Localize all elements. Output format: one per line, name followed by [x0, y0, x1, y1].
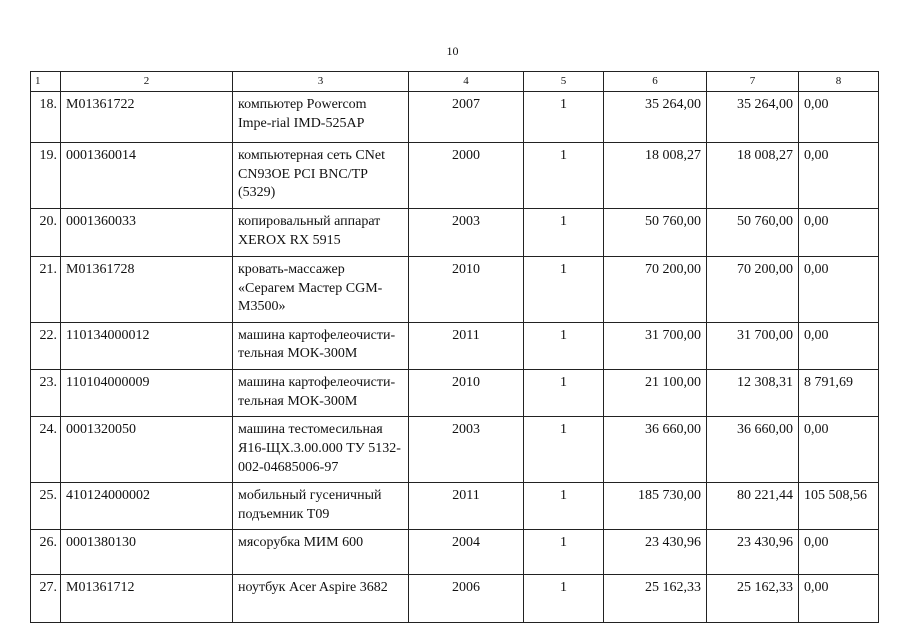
year-cell: 2006: [409, 575, 524, 623]
year-cell: 2010: [409, 257, 524, 323]
header-cell: 4: [409, 72, 524, 92]
header-cell: 5: [524, 72, 604, 92]
col6-value-cell: 25 162,33: [604, 575, 707, 623]
inventory-code-cell: M01361712: [61, 575, 233, 623]
row-number-cell: 26.: [31, 530, 61, 575]
header-cell: 7: [707, 72, 799, 92]
item-name-cell: копировальный аппарат XEROX RX 5915: [233, 209, 409, 257]
table-row: [31, 143, 879, 209]
row-number-cell: 23.: [31, 370, 61, 417]
table-row: [31, 257, 879, 323]
quantity-cell: 1: [524, 417, 604, 483]
item-name-cell: машина картофелеочисти-тельная МОК-300М: [233, 322, 409, 369]
year-cell: 2003: [409, 417, 524, 483]
quantity-cell: 1: [524, 143, 604, 209]
quantity-cell: 1: [524, 92, 604, 143]
col6-value-cell: 185 730,00: [604, 483, 707, 530]
inventory-code-cell: 410124000002: [61, 483, 233, 530]
table-row: [31, 322, 879, 369]
year-cell: 2003: [409, 209, 524, 257]
table-row: [31, 417, 879, 483]
header-row: [31, 72, 879, 92]
col7-value-cell: 12 308,31: [707, 370, 799, 417]
inventory-table: [30, 71, 879, 623]
inventory-code-cell: 0001360033: [61, 209, 233, 257]
inventory-code-cell: M01361728: [61, 257, 233, 323]
col7-value-cell: 80 221,44: [707, 483, 799, 530]
inventory-code-cell: 0001320050: [61, 417, 233, 483]
row-number-cell: 18.: [31, 92, 61, 143]
year-cell: 2011: [409, 322, 524, 369]
col7-value-cell: 36 660,00: [707, 417, 799, 483]
page-number: 10: [446, 44, 459, 58]
col8-value-cell: 0,00: [799, 257, 879, 323]
col7-value-cell: 35 264,00: [707, 92, 799, 143]
col8-value-cell: 0,00: [799, 143, 879, 209]
header-cell: 6: [604, 72, 707, 92]
table-row: [31, 483, 879, 530]
inventory-code-cell: 110134000012: [61, 322, 233, 369]
col6-value-cell: 36 660,00: [604, 417, 707, 483]
quantity-cell: 1: [524, 322, 604, 369]
year-cell: 2010: [409, 370, 524, 417]
inventory-code-cell: 110104000009: [61, 370, 233, 417]
col7-value-cell: 50 760,00: [707, 209, 799, 257]
quantity-cell: 1: [524, 530, 604, 575]
item-name-cell: машина картофелеочисти-тельная МОК-300М: [233, 370, 409, 417]
item-name-cell: компьютер Powercom Impe-rial IMD-525AP: [233, 92, 409, 143]
header-cell: 3: [233, 72, 409, 92]
year-cell: 2007: [409, 92, 524, 143]
table-body: [31, 72, 879, 623]
col6-value-cell: 35 264,00: [604, 92, 707, 143]
table-row: [31, 370, 879, 417]
year-cell: 2004: [409, 530, 524, 575]
col8-value-cell: 0,00: [799, 417, 879, 483]
row-number-cell: 25.: [31, 483, 61, 530]
row-number-cell: 27.: [31, 575, 61, 623]
col8-value-cell: 0,00: [799, 209, 879, 257]
quantity-cell: 1: [524, 209, 604, 257]
item-name-cell: мясорубка МИМ 600: [233, 530, 409, 575]
inventory-code-cell: 0001380130: [61, 530, 233, 575]
table-row: [31, 92, 879, 143]
col6-value-cell: 31 700,00: [604, 322, 707, 369]
row-number-cell: 24.: [31, 417, 61, 483]
row-number-cell: 20.: [31, 209, 61, 257]
item-name-cell: машина тестомесильная Я16-ЩХ.3.00.000 ТУ 5132-002-04685006-97: [233, 417, 409, 483]
table-row: [31, 575, 879, 623]
header-cell: 8: [799, 72, 879, 92]
row-number-cell: 22.: [31, 322, 61, 369]
col7-value-cell: 25 162,33: [707, 575, 799, 623]
col7-value-cell: 70 200,00: [707, 257, 799, 323]
inventory-code-cell: 0001360014: [61, 143, 233, 209]
table-row: [31, 530, 879, 575]
quantity-cell: 1: [524, 575, 604, 623]
item-name-cell: компьютерная сеть CNet CN93OE PCI BNC/TP (5329): [233, 143, 409, 209]
quantity-cell: 1: [524, 370, 604, 417]
inventory-code-cell: M01361722: [61, 92, 233, 143]
col8-value-cell: 105 508,56: [799, 483, 879, 530]
col6-value-cell: 21 100,00: [604, 370, 707, 417]
row-number-cell: 19.: [31, 143, 61, 209]
col6-value-cell: 23 430,96: [604, 530, 707, 575]
col7-value-cell: 23 430,96: [707, 530, 799, 575]
col8-value-cell: 0,00: [799, 530, 879, 575]
year-cell: 2000: [409, 143, 524, 209]
table-row: [31, 209, 879, 257]
item-name-cell: ноутбук Acer Aspire 3682: [233, 575, 409, 623]
col6-value-cell: 50 760,00: [604, 209, 707, 257]
col7-value-cell: 18 008,27: [707, 143, 799, 209]
row-number-cell: 21.: [31, 257, 61, 323]
header-cell: 2: [61, 72, 233, 92]
quantity-cell: 1: [524, 257, 604, 323]
item-name-cell: мобильный гусеничный подъемник Т09: [233, 483, 409, 530]
col8-value-cell: 0,00: [799, 92, 879, 143]
col8-value-cell: 0,00: [799, 322, 879, 369]
col8-value-cell: 8 791,69: [799, 370, 879, 417]
quantity-cell: 1: [524, 483, 604, 530]
header-cell: 1: [31, 72, 61, 92]
col6-value-cell: 18 008,27: [604, 143, 707, 209]
col7-value-cell: 31 700,00: [707, 322, 799, 369]
year-cell: 2011: [409, 483, 524, 530]
col8-value-cell: 0,00: [799, 575, 879, 623]
item-name-cell: кровать-массажер «Серагем Мастер CGM-M3500»: [233, 257, 409, 323]
col6-value-cell: 70 200,00: [604, 257, 707, 323]
